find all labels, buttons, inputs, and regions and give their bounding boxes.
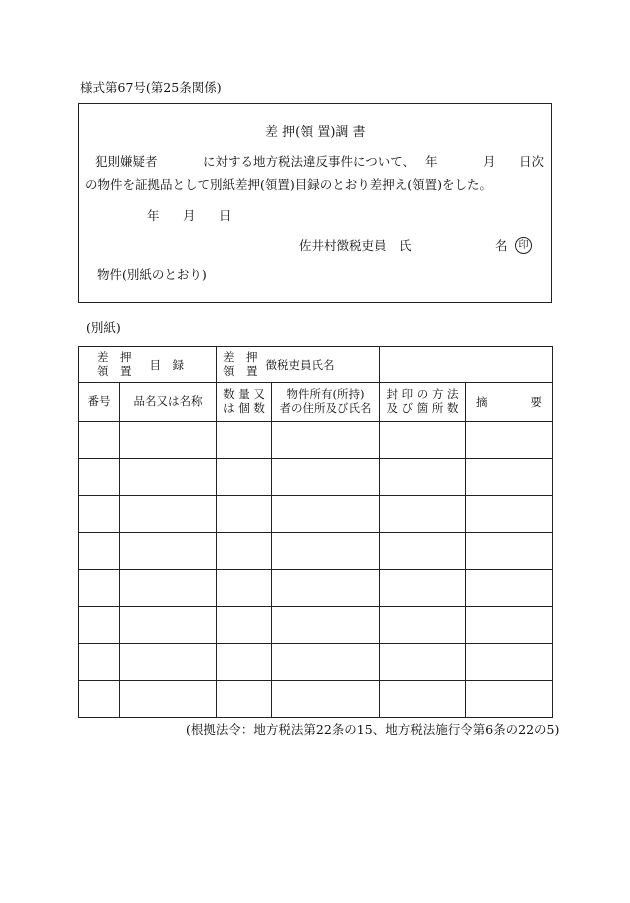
column-header-5-line2: 要: [530, 395, 542, 409]
table-cell[interactable]: [466, 570, 553, 607]
footer-note: (根拠法令：地方税法第22条の15、地方税法施行令第6条の22の5): [186, 722, 560, 737]
column-header-4-line2: 及 び 箇 所 数: [386, 401, 459, 415]
table-cell[interactable]: [380, 533, 466, 570]
table-cell[interactable]: [79, 681, 120, 718]
header-mid-suffix: 徴税吏員氏名: [265, 357, 335, 372]
table-cell[interactable]: [380, 496, 466, 533]
suspect-label: 犯則嫌疑者: [95, 154, 158, 169]
items-note: 物件(別紙のとおり): [97, 267, 207, 282]
notice-box: [78, 103, 552, 303]
table-cell[interactable]: [272, 533, 380, 570]
table-cell[interactable]: [466, 607, 553, 644]
table-cell[interactable]: [217, 459, 272, 496]
table-cell[interactable]: [217, 607, 272, 644]
table-column-headers: [79, 383, 553, 422]
column-header-5-line1: 摘: [476, 395, 488, 409]
table-cell[interactable]: [217, 570, 272, 607]
table-row: [79, 607, 553, 644]
table-cell[interactable]: [120, 570, 217, 607]
table-cell[interactable]: [380, 681, 466, 718]
column-header-4: [380, 383, 466, 422]
table-cell[interactable]: [466, 496, 553, 533]
table-cell[interactable]: [79, 570, 120, 607]
header-inventory-cell: [79, 347, 217, 383]
table-cell[interactable]: [120, 459, 217, 496]
table-cell[interactable]: [272, 570, 380, 607]
table-cell[interactable]: [272, 607, 380, 644]
column-header-0-line1: 番号: [87, 394, 111, 409]
notice-title: 差 押(領 置)調 書: [265, 125, 366, 140]
table-cell[interactable]: [79, 607, 120, 644]
table-cell[interactable]: [466, 459, 553, 496]
column-header-3-line1: 物件所有(所持): [286, 387, 365, 402]
column-header-3-line2: 者の住所及び氏名: [279, 401, 372, 415]
header-mid-bottom: 領 置: [223, 363, 258, 378]
line1-day: 日次: [519, 154, 545, 169]
table-cell[interactable]: [79, 533, 120, 570]
form-number: 様式第67号(第25条関係): [80, 80, 222, 95]
table-cell[interactable]: [380, 570, 466, 607]
inventory-table: [78, 346, 553, 718]
table-cell[interactable]: [120, 533, 217, 570]
table-cell[interactable]: [120, 496, 217, 533]
column-header-5: [466, 383, 553, 422]
table-cell[interactable]: [272, 644, 380, 681]
table-cell[interactable]: [272, 681, 380, 718]
name-label: 名: [495, 238, 508, 253]
table-cell[interactable]: [466, 644, 553, 681]
table-header-top: [79, 347, 553, 383]
table-cell[interactable]: [466, 681, 553, 718]
table-cell[interactable]: [272, 422, 380, 459]
table-cell[interactable]: [272, 496, 380, 533]
header-mid-top: 差 押: [223, 349, 258, 364]
table-row: [79, 459, 553, 496]
date-month: 月: [183, 208, 196, 223]
column-header-1-line1: 品名又は名称: [133, 394, 203, 409]
table-cell[interactable]: [120, 422, 217, 459]
column-header-2-line2: は 個 数: [223, 401, 265, 415]
table-row: [79, 570, 553, 607]
table-cell[interactable]: [272, 459, 380, 496]
table-row: [79, 533, 553, 570]
table-cell[interactable]: [380, 422, 466, 459]
header-official-cell: [217, 347, 380, 383]
table-row: [79, 644, 553, 681]
table-cell[interactable]: [79, 496, 120, 533]
table-cell[interactable]: [79, 459, 120, 496]
column-header-0: [79, 383, 120, 422]
header-official-name-field[interactable]: [380, 347, 553, 383]
table-row: [79, 681, 553, 718]
column-header-2-line1: 数 量 又: [223, 387, 265, 402]
date-day: 日: [219, 208, 232, 223]
column-header-4-line1: 封 印 の 方 法: [386, 387, 459, 402]
table-cell[interactable]: [217, 496, 272, 533]
table-cell[interactable]: [380, 644, 466, 681]
line2: の物件を証拠品として別紙差押(領置)目録のとおり差押え(領置)をした。: [85, 177, 493, 192]
table-row: [79, 496, 553, 533]
seal-icon: 印: [515, 237, 532, 254]
table-cell[interactable]: [466, 422, 553, 459]
table-cell[interactable]: [217, 422, 272, 459]
line1-mid: に対する地方税法違反事件について、: [203, 154, 416, 169]
table-cell[interactable]: [120, 607, 217, 644]
table-cell[interactable]: [466, 533, 553, 570]
table-cell[interactable]: [380, 459, 466, 496]
line1-year: 年: [425, 154, 438, 169]
table-cell[interactable]: [217, 681, 272, 718]
table-cell[interactable]: [217, 533, 272, 570]
table-cell[interactable]: [120, 644, 217, 681]
header-left-suffix: 目 録: [149, 357, 184, 372]
attachment-label: (別紙): [86, 320, 121, 335]
table-cell[interactable]: [380, 607, 466, 644]
line1-month: 月: [483, 154, 496, 169]
header-left-top: 差 押: [97, 349, 132, 364]
official-label: 佐井村徴税吏員 氏: [299, 238, 412, 253]
column-header-1: [120, 383, 217, 422]
table-row: [79, 422, 553, 459]
date-year: 年: [147, 208, 160, 223]
table-cell[interactable]: [79, 644, 120, 681]
column-header-2: [217, 383, 272, 422]
table-cell[interactable]: [79, 422, 120, 459]
column-header-3: [272, 383, 380, 422]
table-cell[interactable]: [217, 644, 272, 681]
table-cell[interactable]: [120, 681, 217, 718]
header-left-bottom: 領 置: [97, 363, 132, 378]
